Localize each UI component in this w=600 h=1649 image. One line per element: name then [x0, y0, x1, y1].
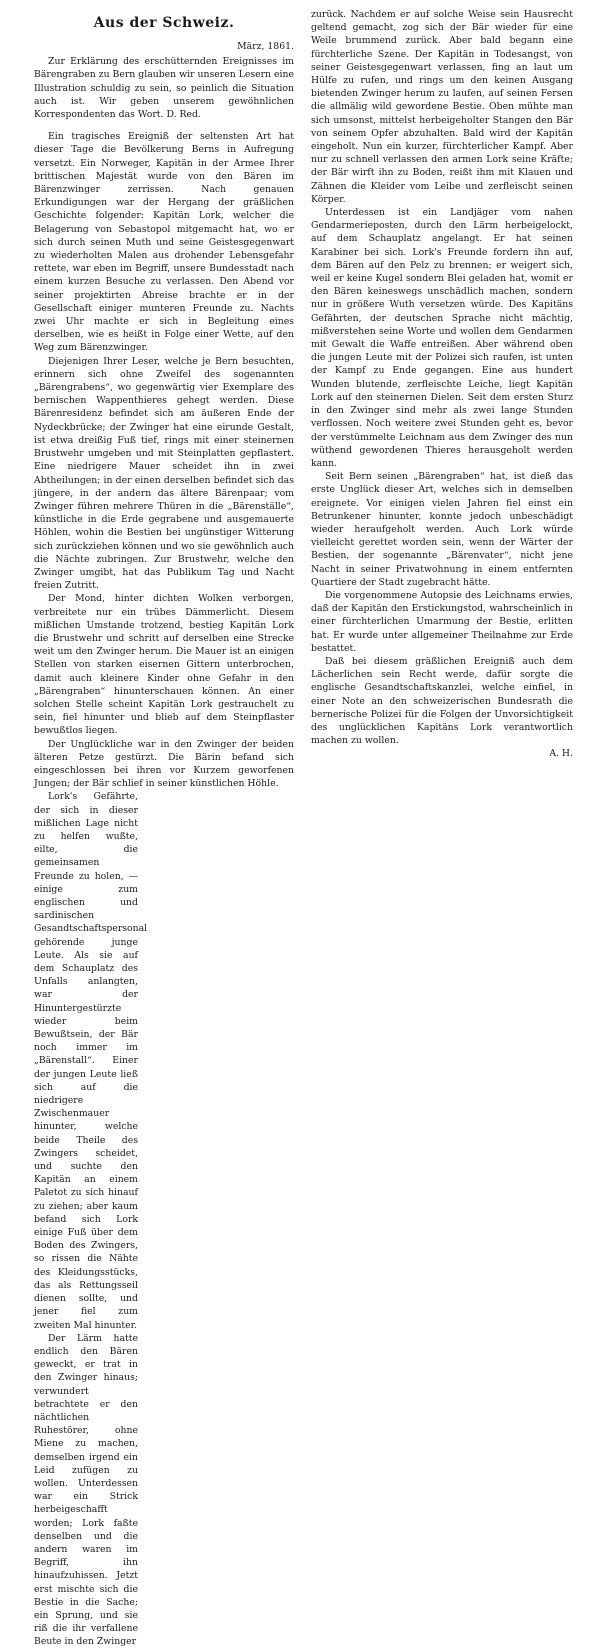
paragraph: Der Unglückliche war in den Zwinger der beiden älteren Petze gestürzt. Die Bärin befand sich eingeschlossen bei ihren vor Kurzem geworfenen Jungen; der Bär schlief in seiner künstlichen Höhle. — [34, 738, 294, 790]
paragraph: Der Mond, hinter dichten Wolken verborgen, verbreitete nur ein trübes Dämmerlicht. Diesem mißlichen Umstande trotzend, bestieg Kapitän Lork die Brustwehr und schritt auf derselben eine Strecke weit um den Zwinger herum. Die Mauer ist an einigen Stellen von starken eisernen Gittern unterbrochen, damit auch kleinere Kinder ohne Gefahr in den „Bärengraben“ hinunterschauen können. An einer solchen Stelle scheint Kapitän Lork gestrauchelt zu sein, fiel hinunter und blieb auf dem Steinpflaster bewußtlos liegen. — [34, 593, 294, 737]
article-dateline: März, 1861. — [237, 41, 294, 52]
paragraph: Diejenigen Ihrer Leser, welche je Bern besuchten, erinnern sich ohne Zweifel des sogenannten „Bärengrabens“, wo gegenwärtig vier Exemplare des bernischen Wappenthieres gehegt werden. Diese Bärenresidenz befindet sich am äußeren Ende der Nydeckbrücke; der Zwinger hat eine eirunde Gestalt, ist etwa dreißig Fuß tief, rings mit einer steinernen Brustwehr umgeben und mit Steinplatten gepflastert. Eine niedrigere Mauer scheidet ihn in zwei Abtheilungen; in der einen derselben befindet sich das jüngere, in der andern das ältere Bärenpaar; vom Zwinger führen mehrere Thüren in die „Bärenställe“, künstliche in die Erde gegrabene und ausgemauerte Höhlen, wohin die Bestien bei ungünstiger Witterung sich zurückziehen können und wo sie gewöhnlich auch die Nächte zubringen. Zur Brustwehr, welche den Zwinger umgibt, hat das Publikum Tag und Nacht freien Zutritt. — [34, 355, 294, 592]
paragraph: Lork's Gefährte, der sich in dieser mißlichen Lage nicht zu helfen wußte, eilte, die gemeinsamen Freunde zu holen, — einige zum englischen und sardinischen Gesandtschaftspersonal gehörende junge Leute. Als sie auf dem Schauplatz des Unfalls anlangten, war der Hinuntergestürzte wieder beim Bewußtsein, der Bär noch immer im „Bärenstall“. Einer der jungen Leute ließ sich auf die niedrigere Zwischenmauer hinunter, welche beide Theile des Zwingers scheidet, und suchte den Kapitän an einem Paletot zu sich hinauf zu ziehen; aber kaum befand sich Lork einige Fuß über dem Boden des Zwingers, so rissen die Nähte des Kleidungsstücks, das als Rettungsseil dienen sollte, und jener fiel zum zweiten Mal hinunter. — [34, 791, 148, 1331]
paragraph: Der Lärm hatte endlich den Bären geweckt, er trat in den Zwinger hinaus; verwundert betrachtete er den nächtlichen Ruhestörer, ohne Miene zu machen, demselben irgend ein Leid zufügen zu wollen. Unterdessen war ein Strick herbeigeschafft worden; Lork faßte denselben und die andern waren im Begriff, ihn hinaufzuhissen. Jetzt erst mischte sich die Bestie in die Sache; ein Sprung, und sie riß die ihr verfallene Beute in den Zwinger — [34, 1332, 138, 1648]
paragraph: Daß bei diesem gräßlichen Ereigniß auch dem Lächerlichen sein Recht werde, dafür sorgte die englische Gesandtschaftskanzlei, welche einfiel, in einer Note an den schweizerischen Bundesrath die bernerische Polizei für die Folgen der Unvorsichtigkeit des unglücklichen Kapitäns Lork verantwortlich machen zu wollen. — [311, 655, 573, 747]
paragraph: Seit Bern seinen „Bärengraben“ hat, ist dieß das erste Unglück dieser Art, welches sich in demselben ereignete. Vor einigen vielen Jahren fiel einst ein Betrunkener hinunter, konnte jedoch unbeschädigt wieder heraufgeholt werden. Auch Lork würde vielleicht gerettet worden sein, wenn der Wärter der Bestien, der sogenannte „Bärenvater“, nicht jene Nacht in seiner Privatwohnung in einem entfernten Quartiere der Stadt zugebracht hätte. — [311, 471, 573, 588]
paragraph: Ein tragisches Ereigniß der seltensten Art hat dieser Tage die Bevölkerung Berns in Aufregung versetzt. Ein Norweger, Kapitän in der Armee Ihrer brittischen Majestät wurde von den Bären im Bärenzwinger zerrissen. Nach genauen Erkundigungen war der Hergang der gräßlichen Geschichte folgender: Kapitän Lork, welcher die Belagerung von Sebastopol mitgemacht hat, wo er sich durch seinen Muth und seine Geistesgegenwart zu wiederholten Malen aus drohender Lebensgefahr rettete, war eben im Begriff, unsere Bundesstadt nach einem kurzen Besuche zu verlassen. Den Abend vor seiner projektirten Abreise brachte er in der Gesellschaft einiger munteren Freunde zu. Nachts zwei Uhr machte er sich in Begleitung eines derselben, wie es heißt in Folge einer Wette, auf den Weg zum Bärenzwinger. — [34, 131, 294, 354]
article-title: Aus der Schweiz. — [93, 15, 235, 31]
paragraph: Unterdessen ist ein Landjäger vom nahen Gendarmerieposten, durch den Lärm herbeigelockt, auf dem Schauplatz angelangt. Er hat seinen Karabiner bei sich. Lork's Freunde fordern ihn auf, dem Bären auf den Pelz zu brennen; er weigert sich, weil er keine Kugel sondern Blei geladen hat, womit er den Bären keineswegs unschädlich machen, sondern nur in größere Wuth versetzen würde. Des Kapitäns Gefährten, der deutschen Sprache nicht mächtig, mißverstehen seine Worte und wollen dem Gendarmen mit Gewalt die Waffe entreißen. Aber während oben die jungen Leute mit der Polizei sich raufen, ist unten der Kampf zu Ende gegangen. Eine aus hundert Wunden blutende, zerfleischte Leiche, liegt Kapitän Lork auf den steinernen Dielen. Seit dem ersten Sturz in den Zwinger sind mehr als zwei lange Stunden verflossen. Noch weitere zwei Stunden geht es, bevor der verstümmelte Leichnam aus dem Zwinger des nun wüthend gewordenen Thieres herausgeholt werden kann. — [311, 207, 573, 469]
editorial-intro: Zur Erklärung des erschütternden Ereignisses im Bärengraben zu Bern glauben wir unseren Lesern eine Illustration schuldig zu sein, so peinlich die Situation auch ist. Wir geben unserem gewöhnlichen Korrespondenten das Wort. D. Red. — [34, 56, 294, 121]
left-column — [34, 8, 294, 1649]
author-signature: A. H. — [549, 748, 573, 760]
paragraph: zurück. Nachdem er auf solche Weise sein Hausrecht geltend gemacht, zog sich der Bär wieder für eine Weile brummend zurück. Aber bald begann eine fürchterliche Szene. Der Kapitän in Todesangst, von seiner Geistesgegenwart verlassen, fing an laut um Hülfe zu rufen, und rings um den keinen Ausgang bietenden Zwinger herum zu laufen, auf seinen Fersen die allmälig wild gewordene Bestie. Oben mühte man sich umsonst, mittelst herbeigeholter Stangen den Bär von seinem Opfer abzuhalten. Bald wird der Kapitän eingeholt. Nun ein kurzer, fürchterlicher Kampf. Aber nur zu schnell verlassen den armen Lork seine Kräfte; der Bär wirft ihn zu Boden, reißt ihm mit Klauen und Zähnen die Kleider vom Leibe und zerfleischt seinen Körper. — [311, 9, 573, 205]
paragraph: Die vorgenommene Autopsie des Leichnams erwies, daß der Kapitän den Erstickungstod, wahrscheinlich in einer fürchterlichen Umarmung der Bestie, erlitten hat. Er wurde unter allgemeiner Theilnahme zur Erde bestattet. — [311, 589, 573, 654]
narrow-text-block — [34, 790, 148, 1648]
right-column — [311, 8, 573, 761]
